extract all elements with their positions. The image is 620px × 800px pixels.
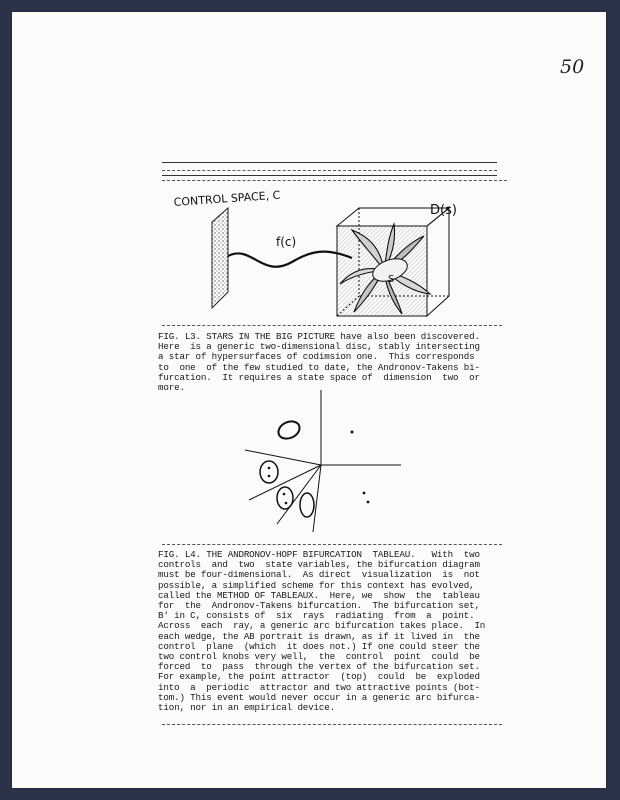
top-rule-lower — [162, 175, 497, 176]
figure-l3-dashed-rule — [162, 325, 502, 326]
caption-l3-line: FIG. L3. STARS IN THE BIG PICTURE have also been discovered. — [158, 331, 480, 342]
caption-l4-line: For example, the point attractor (top) could be exploded — [158, 671, 480, 683]
ray — [245, 450, 321, 465]
page-number: 50 — [560, 56, 585, 78]
control-space-label: CONTROL SPACE, C — [173, 188, 281, 209]
caption-l4-line: into a periodic attractor and two attractive points (bot- — [158, 681, 480, 693]
attractive-point — [367, 501, 370, 504]
map-curve — [228, 252, 352, 267]
caption-l4-line: each wedge, the AB portrait is drawn, as if it lived in the — [158, 630, 480, 642]
control-plane — [212, 208, 228, 308]
caption-l4-line: tion, nor in an empirical device. — [158, 702, 335, 714]
ray — [313, 465, 321, 532]
caption-l4-line: controls and two state variables, the bifurcation diagram — [158, 559, 480, 571]
caption-l4-line: B' in C, consists of six rays radiating from a point. — [158, 610, 475, 622]
figure-l3-caption — [158, 332, 480, 393]
caption-l4-line: possible, a simplified scheme for this context has evolved, — [158, 579, 475, 591]
caption-l4-line: tom.) This event would never occur in a generic arc bifurca- — [158, 691, 480, 703]
top-rule — [162, 162, 497, 163]
attractive-point — [363, 492, 366, 495]
caption-l4-line: for the Andronov-Takens bifurcation. The bifurcation set, — [158, 600, 480, 612]
caption-l4-line: Across each ray, a generic arc bifurcation takes place. In — [158, 620, 486, 632]
portrait-cycle — [260, 461, 278, 483]
caption-l3-line: furcation. It requires a state space of dimension two or — [158, 371, 480, 383]
caption-l4-line: must be four-dimensional. As direct visualization is not — [158, 569, 480, 581]
caption-l3-line: a star of hypersurfaces of codimsion one. This corresponds — [158, 351, 475, 363]
inner-label: S — [388, 274, 395, 285]
figure-l4-caption — [158, 550, 485, 713]
figure-l4-dashed-rule — [162, 544, 502, 545]
caption-l3-line: to one of the few studied to date, the Andronov-Takens bi- — [158, 361, 480, 373]
caption-l4-line: two control knobs very well, the control point could be — [158, 651, 480, 663]
map-label: f(c) — [276, 235, 297, 249]
top-dashed-rule — [162, 170, 497, 171]
bottom-dashed-rule — [162, 724, 502, 725]
figure-l3-drawing — [162, 184, 472, 324]
caption-l3-line: Here is a generic two-dimensional disc, stably intersecting — [158, 341, 480, 353]
caption-l3-line: more. — [158, 382, 185, 394]
portrait-cycle — [277, 487, 293, 509]
caption-l4-line: control plane (which it does not.) If one could steer the — [158, 640, 480, 652]
header-dashed-rule — [162, 180, 507, 181]
portrait-cycle — [300, 493, 314, 517]
caption-l4-line: called the METHOD OF TABLEAUX. Here, we show the tableau — [158, 589, 480, 601]
document-page — [12, 12, 606, 788]
point-attractor — [351, 431, 354, 434]
periodic-attractor — [276, 418, 303, 442]
figure-l4-tableau — [237, 390, 417, 540]
state-space-label: D(s) — [430, 203, 457, 218]
caption-l4-line: FIG. L4. THE ANDRONOV-HOPF BIFURCATION TABLEAU. With two — [158, 549, 480, 560]
caption-l4-line: forced to pass through the vertex of the bifurcation set. — [158, 661, 480, 673]
